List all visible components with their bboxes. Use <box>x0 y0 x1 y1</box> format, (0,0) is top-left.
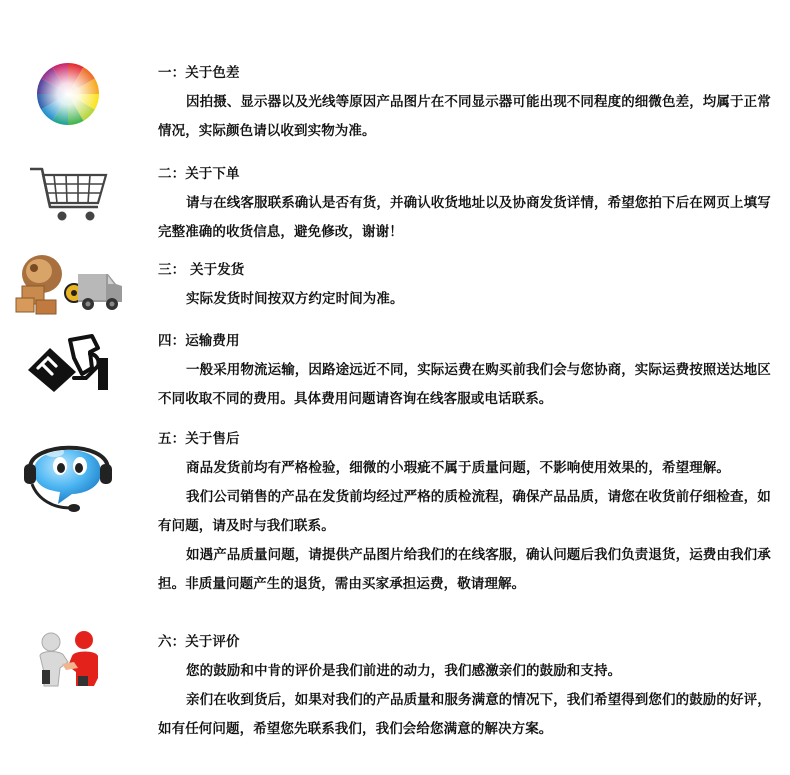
section-paragraph: 一般采用物流运输，因路途远近不同，实际运费在购买前我们会与您协商，实际运费按照送达地区不同收取不同的费用。具体费用问题请咨询在线客服或电话联系。 <box>158 362 771 407</box>
section-paragraph: 如遇产品质量问题，请提供产品图片给我们的在线客服，确认问题后我们负责退货，运费由我们承担。非质量问题产生的退货，需由买家承担运费，敬请理解。 <box>158 547 771 592</box>
section-title: 四：运输费用 <box>158 333 240 349</box>
section-text <box>158 327 778 414</box>
section-title: 二：关于下单 <box>158 166 240 182</box>
section-text <box>158 628 778 744</box>
shopping-cart-icon <box>28 165 110 223</box>
section-paragraph: 实际发货时间按双方约定时间为准。 <box>186 291 404 307</box>
section-text <box>158 425 778 599</box>
section-title: 六：关于评价 <box>158 634 240 650</box>
section-paragraph: 请与在线客服联系确认是否有货，并确认收货地址以及协商发货详情，希望您拍下后在网页上填写完整准确的收货信息，避免修改，谢谢！ <box>158 195 771 240</box>
shipping-fee-hand-icon <box>26 334 110 394</box>
delivery-truck-icon <box>12 252 124 318</box>
handshake-people-icon <box>34 630 106 690</box>
section-paragraph: 亲们在收到货后，如果对我们的产品质量和服务满意的情况下，我们希望得到您们的鼓励的好评，如有任何问题，希望您先联系我们，我们会给您满意的解决方案。 <box>158 692 771 737</box>
section-title: 三： 关于发货 <box>158 262 245 278</box>
section-title: 一：关于色差 <box>158 65 240 81</box>
customer-service-headset-icon <box>24 432 114 516</box>
section-text <box>158 59 778 146</box>
section-paragraph: 您的鼓励和中肯的评价是我们前进的动力，我们感激亲们的鼓励和支持。 <box>186 663 622 679</box>
section-paragraph: 因拍摄、显示器以及光线等原因产品图片在不同显示器可能出现不同程度的细微色差，均属于正常情况，实际颜色请以收到实物为准。 <box>158 94 771 139</box>
color-wheel-icon <box>36 62 100 126</box>
section-title: 五：关于售后 <box>158 431 240 447</box>
section-text <box>158 256 778 314</box>
section-paragraph: 我们公司销售的产品在发货前均经过严格的质检流程，确保产品品质，请您在收货前仔细检查，如有问题，请及时与我们联系。 <box>158 489 771 534</box>
section-text <box>158 160 778 247</box>
section-paragraph: 商品发货前均有严格检验，细微的小瑕疵不属于质量问题，不影响使用效果的，希望理解。 <box>186 460 730 476</box>
